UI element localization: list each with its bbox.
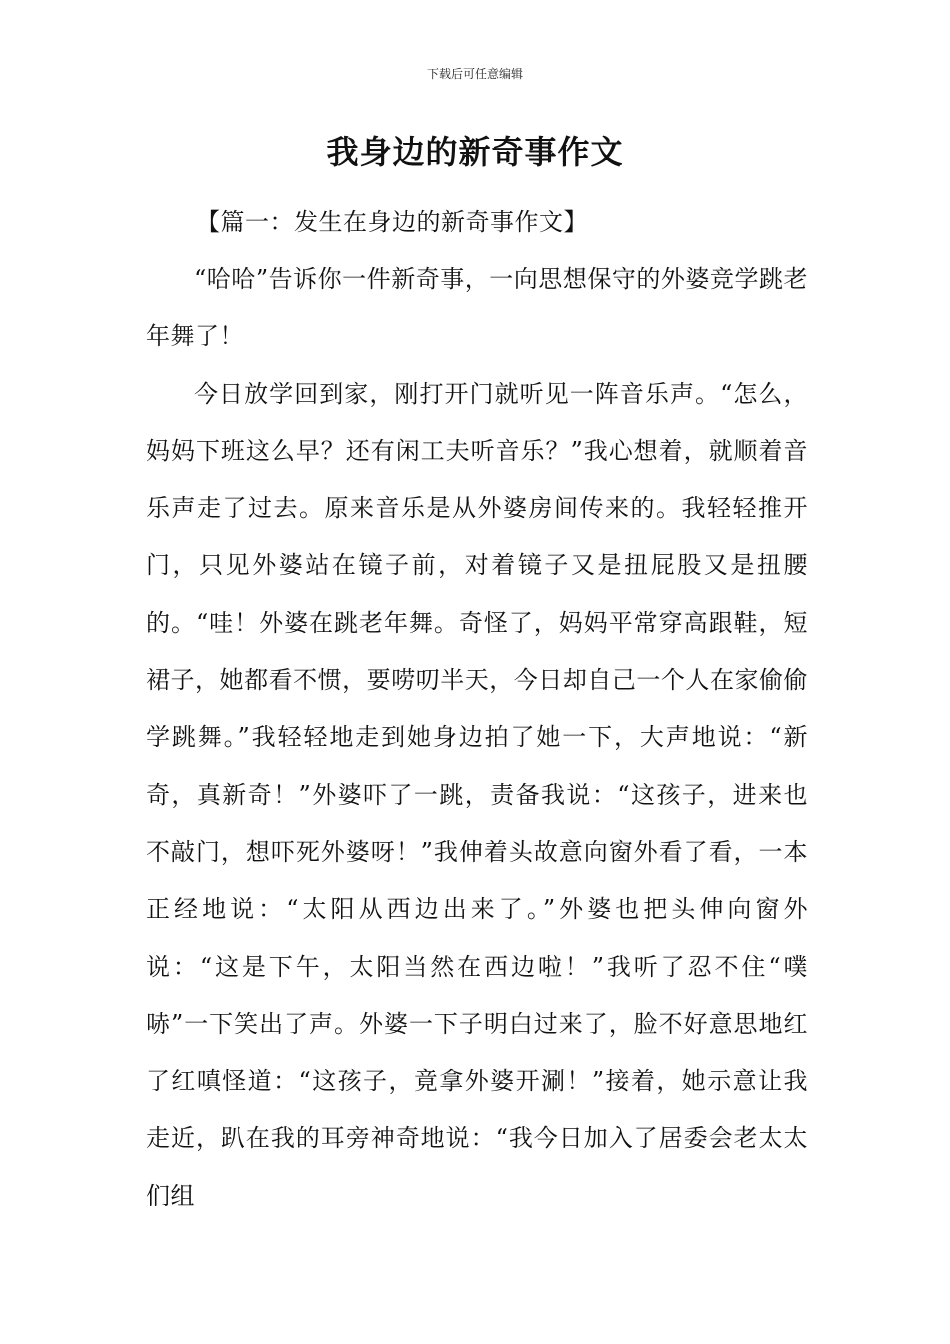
document-body [146,194,808,1225]
header-note: 下载后可任意编辑 [426,67,523,81]
paragraph-1: “哈哈”告诉你一件新奇事，一向思想保守的外婆竞学跳老年舞了！ [146,265,808,351]
paragraph-2: 今日放学回到家，刚打开门就听见一阵音乐声。“怎么，妈妈下班这么早？还有闲工夫听音乐？”我心想着，就顺着音乐声走了过去。原来音乐是从外婆房间传来的。我轻轻推开门，只见外婆站在镜子前，对着镜子又是扭屁股又是扭腰的。“哇！外婆在跳老年舞。奇怪了，妈妈平常穿高跟鞋，短裙子，她都看不惯，要唠叨半天，今日却自己一个人在家偷偷学跳舞。”我轻轻地走到她身边拍了她一下，大声地说：“新奇，真新奇！”外婆吓了一跳，责备我说：“这孩子，进来也不敲门，想吓死外婆呀！”我伸着头故意向窗外看了看，一本正经地说：“太阳从西边出来了。”外婆也把头伸向窗外说：“这是下午，太阳当然在西边啦！”我听了忍不住“噗哧”一下笑出了声。外婆一下子明白过来了，脸不好意思地红了红嗔怪道：“这孩子，竟拿外婆开涮！”接着，她示意让我走近，趴在我的耳旁神奇地说：“我今日加入了居委会老太太们组 [146,379,808,1210]
document-title: 我身边的新奇事作文 [326,133,624,171]
section-heading: 【篇一：发生在身边的新奇事作文】 [196,208,588,236]
